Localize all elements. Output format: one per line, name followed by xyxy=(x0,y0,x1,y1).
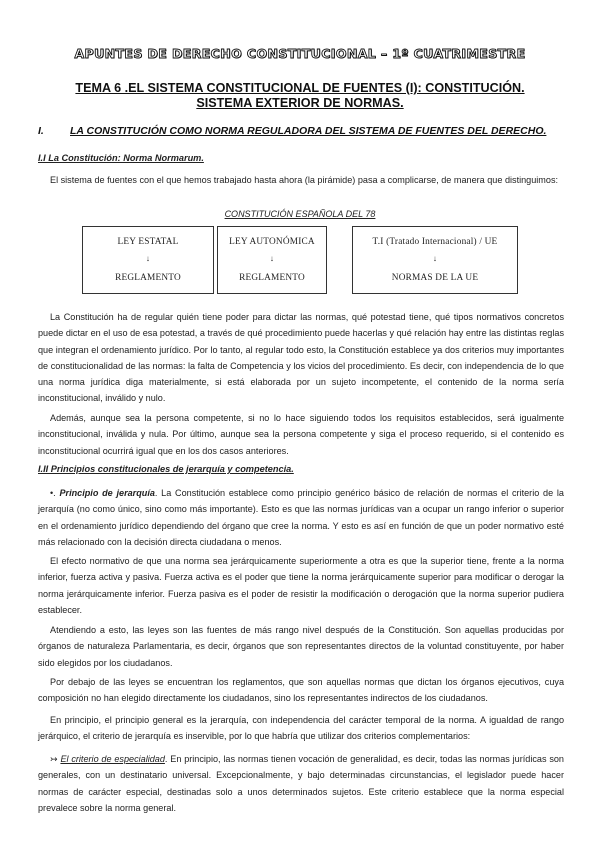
paragraph-normative-effect: El efecto normativo de que una norma sea jerárquicamente superiormente a otra es que la superior tiene, frente a la norma inferior, fuerza activa y pasiva. Fuerza activa es el poder que tiene la norma jerárquicamente superior para modificar o derogar la norma jerárquicamente inferior. Fuerza pasiva es el poder de resistir la modificación o derogación que la norma superior pudiera establecer. xyxy=(38,556,564,615)
diagram-box-bottom: NORMAS DE LA UE xyxy=(391,273,479,283)
diagram-title: CONSTITUCIÓN ESPAÑOLA DEL 78 xyxy=(224,209,376,219)
arrow-down-icon: ↓ xyxy=(145,254,151,263)
subsection-heading-1: I.I La Constitución: Norma Normarum. xyxy=(38,153,204,163)
section-number: I. xyxy=(38,125,44,137)
diagram-box-top: LEY AUTONÓMICA xyxy=(229,237,315,247)
paragraph-specialty-criterion xyxy=(38,751,564,816)
topic-heading-line-2: SISTEMA EXTERIOR DE NORMAS. xyxy=(196,96,404,110)
paragraph-laws-rank: Atendiendo a esto, las leyes son las fuentes de más rango nivel después de la Constitución. Son aquellas producidas por órganos de naturaleza Parlamentaria, es decir, órganos que son representantes directos de la voluntad constituyente, por haber sido elegidos por los ciudadanos. xyxy=(38,625,564,668)
arrow-bullet-icon: ↣ xyxy=(50,754,58,764)
section-heading xyxy=(38,125,546,137)
paragraph-general-principle: En principio, el principio general es la jerarquía, con independencia del carácter temporal de la norma. A igualdad de rango jerárquico, el criterio de jerarquía es inservible, por lo que habría que utilizar dos criterios complementarios: xyxy=(38,715,564,742)
document-title: APUNTES DE DERECHO CONSTITUCIONAL – 1º CUATRIMESTRE xyxy=(74,46,526,61)
paragraph-competence: Además, aunque sea la persona competente, si no lo hace siguiendo todos los requisitos establecidos, será igualmente inconstitucional, inválida y nula. Por último, aunque sea la persona competente y siga el proceso requerido, si el contenido es inconstitucional ocurrirá igual que en los dos casos anteriores. xyxy=(38,413,564,456)
paragraph-text: . La Constitución establece como principio genérico básico de relación de normas el criterio de la jerarquía (no como único, sino como más importante). Esto es que las normas jurídicas van a ocupar un rango inferior o superior en el ordenamiento jurídico dependiendo del órgano que cree la norma. Y esto es así en función de que un poder normativo esté más relacionado con la decisión directa ciudadana o menos. xyxy=(38,488,564,547)
term-specialty: El criterio de especialidad xyxy=(60,754,165,764)
diagram-box-regional xyxy=(217,226,327,294)
section-title: LA CONSTITUCIÓN COMO NORMA REGULADORA DEL SISTEMA DE FUENTES DEL DERECHO. xyxy=(70,125,547,137)
topic-heading xyxy=(30,81,570,111)
paragraph-intro: El sistema de fuentes con el que hemos trabajado hasta ahora (la pirámide) pasa a complicarse, de manera que distinguimos: xyxy=(50,175,559,185)
arrow-down-icon: ↓ xyxy=(269,254,275,263)
diagram-box-international xyxy=(352,226,518,294)
paragraph-regulations: Por debajo de las leyes se encuentran los reglamentos, que son aquellas normas que dictan los órganos ejecutivos, cuya composición no han elegido directamente los ciudadanos, sino los representantes indirectos de los ciudadanos. xyxy=(38,677,564,704)
diagram-box-top: T.I (Tratado Internacional) / UE xyxy=(372,237,498,247)
paragraph-hierarchy-principle xyxy=(38,485,564,550)
diagram-box-bottom: REGLAMENTO xyxy=(115,273,181,283)
diagram-box-bottom: REGLAMENTO xyxy=(239,273,305,283)
bullet-icon: •. xyxy=(50,488,56,498)
paragraph-constitution-regulates: La Constitución ha de regular quién tiene poder para dictar las normas, qué potestad tiene, qué tipos normativos concretos puede dictar en el uso de esa potestad, a través de qué procedimiento puede hacerlas y qué relación hay entre las distintas reglas que integran el ordenamiento jurídico. Por lo tanto, al regular todo esto, la Constitución establece ya dos criterios muy importantes de constitucionalidad de las normas: la falta de Competencia y los vicios del procedimiento. Es decir, con independencia de lo que una norma jurídica diga materialmente, si está elaborada por un sujeto incompetente, el contenido de la norma sería inconstitucional, inválido y nulo. xyxy=(38,312,564,404)
diagram-box-top: LEY ESTATAL xyxy=(117,237,179,247)
diagram-box-state xyxy=(82,226,214,294)
topic-heading-line-1: TEMA 6 .EL SISTEMA CONSTITUCIONAL DE FUENTES (I): CONSTITUCIÓN. xyxy=(75,81,525,95)
term-hierarchy: Principio de jerarquía xyxy=(59,488,155,498)
subsection-heading-2: I.II Principios constitucionales de jerarquía y competencia. xyxy=(38,464,294,474)
arrow-down-icon: ↓ xyxy=(432,254,438,263)
paragraph-text: . En principio, las normas tienen vocación de generalidad, es decir, todas las normas jurídicas son generales, con un destinatario universal. Excepcionalmente, y bajo determinadas circunstancias, el legislador puede hacer normas de carácter especial, destinadas solo a unos determinados sujetos. Este criterio establece que la norma especial prevalece sobre la norma general. xyxy=(38,754,564,813)
